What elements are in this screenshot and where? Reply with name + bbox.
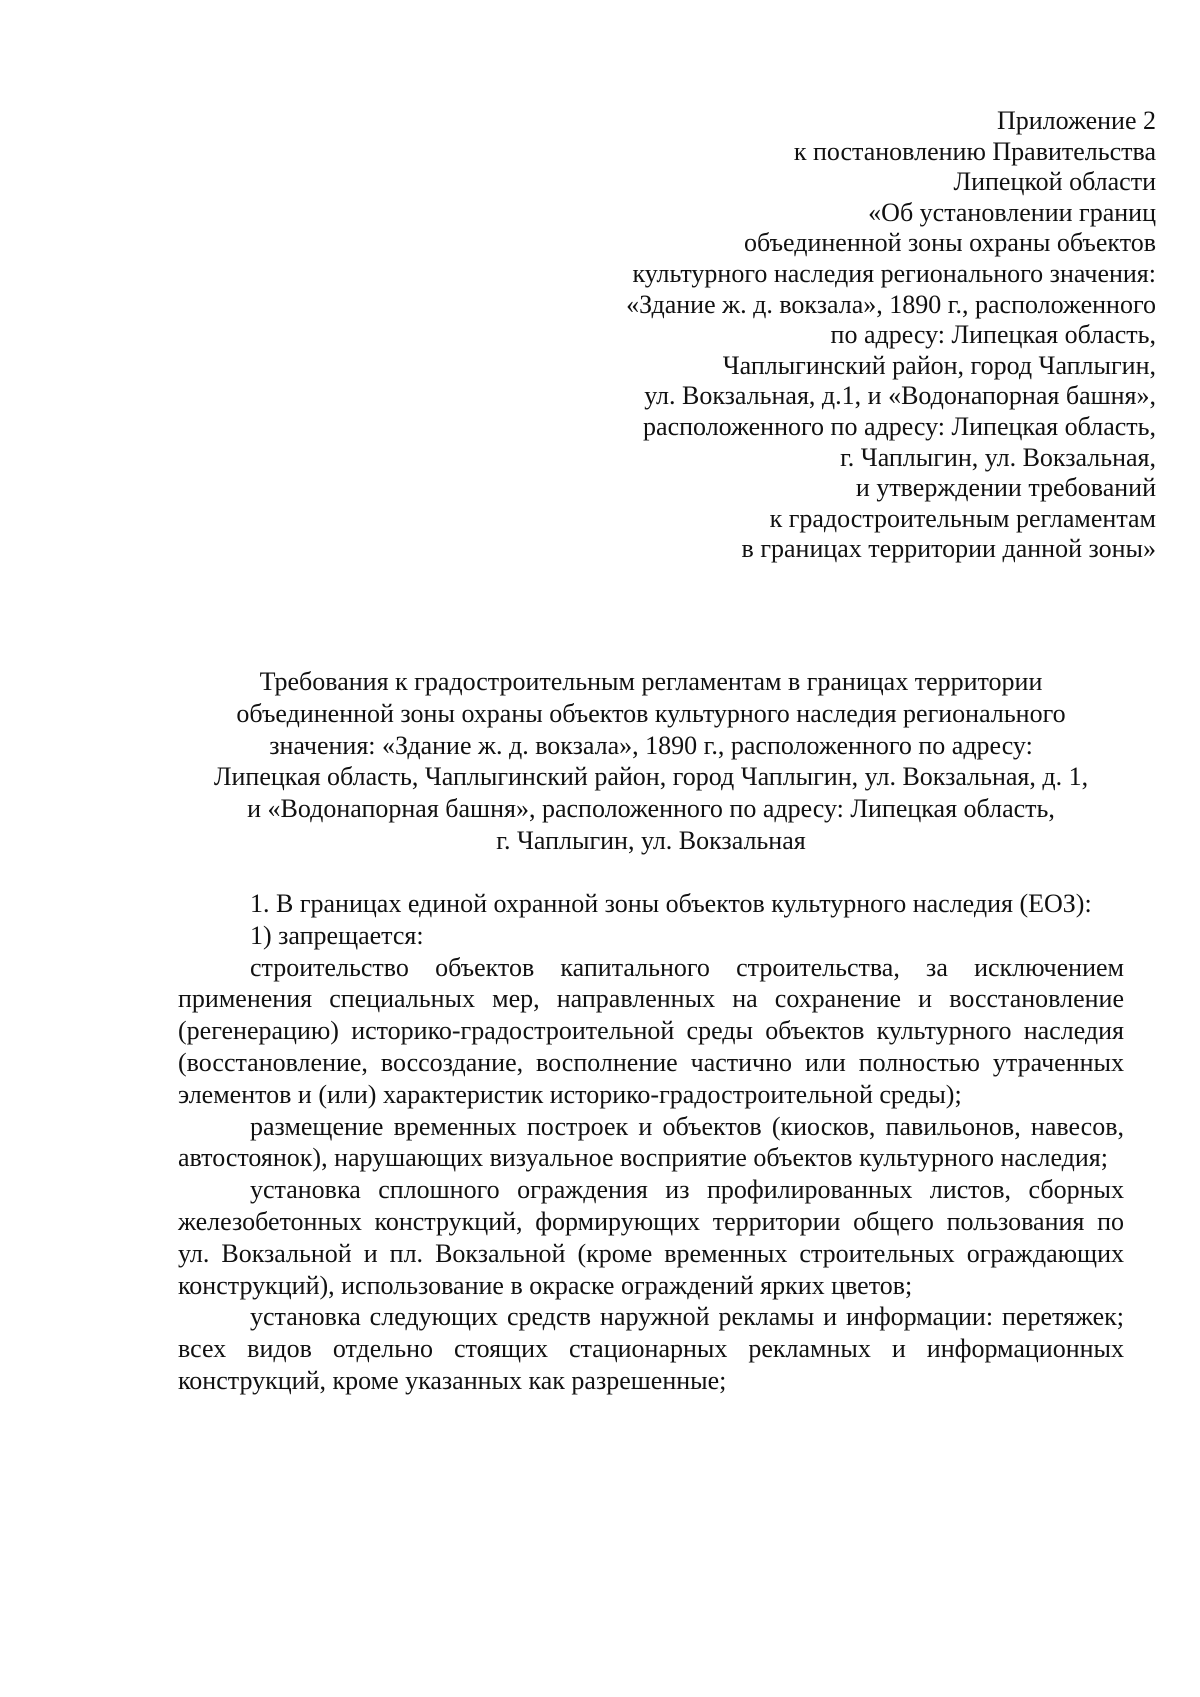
header-line: объединенной зоны охраны объектов (744, 228, 1156, 258)
header-line: к градостроительным регламентам (769, 503, 1156, 533)
appendix-header (536, 106, 1156, 565)
header-line: «Здание ж. д. вокзала», 1890 г., расположенного (626, 289, 1156, 319)
document-title (178, 666, 1124, 857)
body-paragraph: установка сплошного ограждения из профилированных листов, сборных железобетонных конструкций, формирующих территории общего пользования по ул. Вокзальной и пл. Вокзальной (кроме временных строительных ограждающих конструкций), использование в окраске ограждений ярких цветов; (178, 1175, 1124, 1300)
title-line: Липецкая область, Чаплыгинский район, город Чаплыгин, ул. Вокзальная, д. 1, (213, 762, 1089, 792)
body-paragraph: 1) запрещается: (250, 920, 424, 950)
body-paragraph: размещение временных построек и объектов (киосков, павильонов, навесов, автостоянок), нарушающих визуальное восприятие объектов культурного наследия; (178, 1111, 1124, 1173)
body-paragraph: строительство объектов капитального строительства, за исключением применения специальных мер, направленных на сохранение и восстановление (регенерацию) историко-градостроительной среды объектов культурного наследия (восстановление, воссоздание, восполнение частично или полностью утраченных элементов и (или) характеристик историко-градостроительной среды); (178, 952, 1124, 1109)
header-line: по адресу: Липецкая область, (830, 320, 1156, 350)
header-line: и утверждении требований (855, 473, 1156, 503)
header-line: к постановлению Правительства (793, 136, 1156, 166)
title-line: г. Чаплыгин, ул. Вокзальная (496, 825, 806, 855)
header-line: г. Чаплыгин, ул. Вокзальная, (840, 442, 1156, 472)
title-line: объединенной зоны охраны объектов культурного наследия регионального (236, 698, 1066, 728)
header-line: Чаплыгинский район, город Чаплыгин, (722, 350, 1156, 380)
header-line: ул. Вокзальная, д.1, и «Водонапорная башня», (644, 381, 1156, 411)
document-body (178, 888, 1124, 1397)
header-line: культурного наследия регионального значения: (632, 258, 1156, 288)
header-line: Липецкой области (953, 167, 1156, 197)
body-paragraph: 1. В границах единой охранной зоны объектов культурного наследия (ЕОЗ): (250, 889, 1092, 918)
title-line: и «Водонапорная башня», расположенного по адресу: Липецкая область, (247, 794, 1055, 824)
header-line: «Об установлении границ (868, 197, 1156, 227)
header-line: расположенного по адресу: Липецкая область, (643, 411, 1156, 441)
title-line: значения: «Здание ж. д. вокзала», 1890 г., расположенного по адресу: (269, 730, 1033, 760)
title-line: Требования к градостроительным регламентам в границах территории (259, 667, 1043, 696)
header-line: в границах территории данной зоны» (741, 534, 1156, 564)
body-paragraph: установка следующих средств наружной рекламы и информации: перетяжек; всех видов отдельно стоящих стационарных рекламных и информационных конструкций, кроме указанных как разрешенные; (178, 1302, 1124, 1395)
header-line: Приложение 2 (996, 106, 1156, 135)
